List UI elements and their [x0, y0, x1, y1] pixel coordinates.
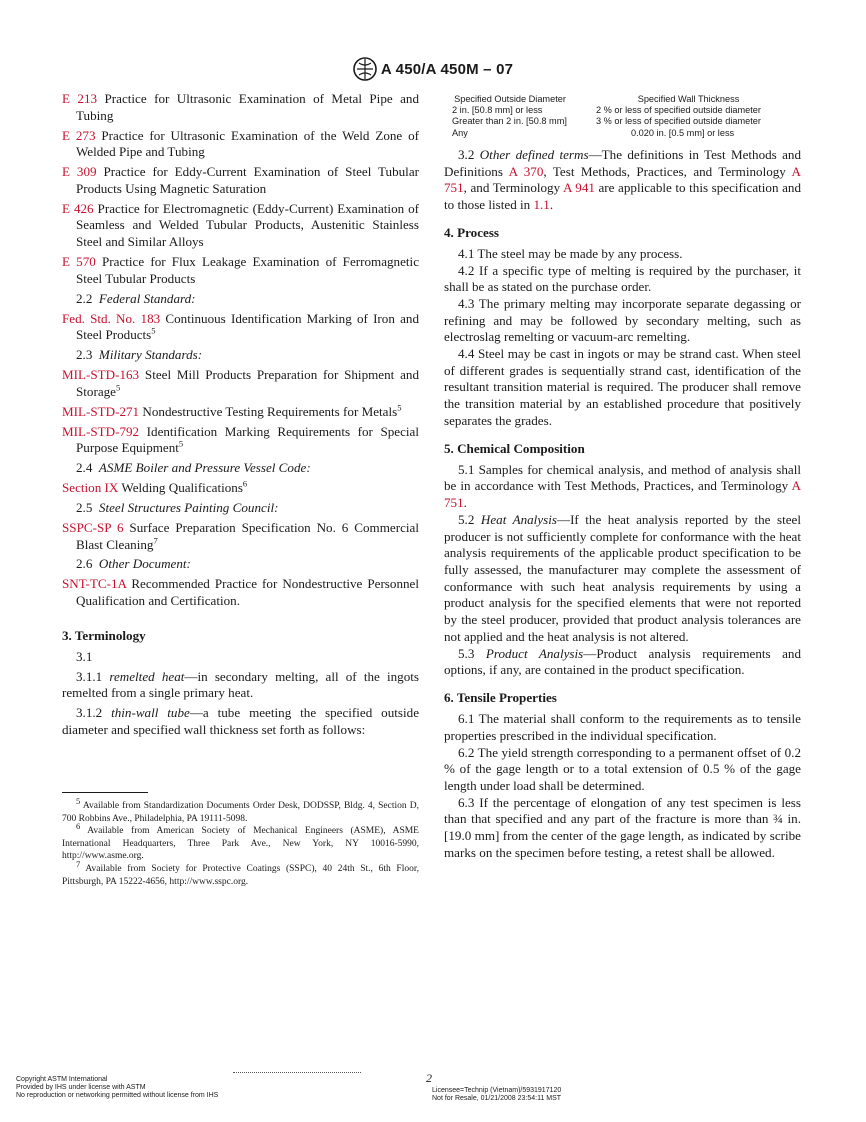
footnotes: [62, 795, 419, 888]
footnote-5: $^5$ Available from Standardization Documents Order Desk, DODSSP, Bldg. 4, Section D, 700 Robbins Ave., Philadelphia, PA 19111-5098.: [62, 795, 419, 824]
para-4-3: 4.3 The primary melting may incorporate separate degassing or refining and may be followed by secondary melting, such as electroslag remelting or vacuum-arc remelting.: [444, 295, 801, 345]
para-6-1: 6.1 The material shall conform to the requirements as to tensile properties prescribed in the individual specification.: [444, 711, 801, 743]
para-4-4: 4.4 Steel may be cast in ingots or may be strand cast. When steel of different grades is sequentially strand cast, identification of the resultant transition material is required. The producer shall remove the transition material by an established procedure that positively separates the grades.: [444, 346, 801, 428]
footnote-7: $^7$ Available from Society for Protective Coatings (SSPC), 40 24th St., 6th Floor, Pittsburgh, PA 15222-4656, http://www.sspc.org.: [62, 858, 419, 887]
table-cell: 2 % or less of specified outside diameter: [596, 105, 761, 116]
ref-link[interactable]: E 426: [62, 200, 94, 216]
table-header-wall: Specified Wall Thickness: [637, 94, 740, 104]
ref-link[interactable]: A 751: [444, 163, 801, 196]
para-6-2: 6.2 The yield strength corresponding to a permanent offset of 0.2 % of the gage length or to a total extension of 0.5 % of the gage length under load shall be determined.: [444, 744, 801, 793]
table-cell: 3 % or less of specified outside diameter: [596, 116, 761, 127]
footnote-6: $^6$ Available from American Society of Mechanical Engineers (ASME), ASME International Headquarters, Three Park Ave., New York, NY 10016-5990, http://www.asme.org.: [62, 821, 419, 862]
ref-link[interactable]: E 273: [62, 127, 96, 143]
ref-asme: Section IX Welding Qualifications$^6$: [62, 478, 248, 496]
ref-snt: SNT-TC-1A Recommended Practice for Nondestructive Personnel Qualification and Certification.: [62, 576, 419, 608]
para-5-1: 5.1 Samples for chemical analysis, and method of analysis shall be in accordance with Test Methods, Practices, and Terminology A 751.: [444, 461, 801, 511]
ref-link[interactable]: A 751: [444, 478, 801, 511]
subsection-2-5: 2.5 Steel Structures Painting Council:: [76, 499, 279, 515]
ref-mil-271: MIL-STD-271 Nondestructive Testing Requirements for Metals$^5$: [62, 402, 402, 419]
ref-link[interactable]: E 570: [62, 254, 96, 270]
ref-fed-std: Fed. Std. No. 183 Continuous Identification Marking of Iron and Steel Products$^5$: [62, 310, 419, 343]
ref-link[interactable]: A 370: [508, 163, 544, 179]
table-row: [444, 128, 801, 139]
para-3-1-2: 3.1.2 thin-wall tube—a tube meeting the specified outside diameter and specified wall thickness set forth as follows:: [62, 705, 420, 737]
table-row: [444, 116, 801, 127]
footnote-divider: [62, 792, 148, 793]
section-heading-chemical: 5. Chemical Composition: [444, 440, 585, 456]
copyright-footer: Copyright ASTM International Provided by IHS under license with ASTM No reproduction or networking permitted without license from IHS: [16, 1076, 219, 1099]
license-footer: Licensee=Technip (Vietnam)/5931917120 Not for Resale, 01/21/2008 23:54:11 MST: [432, 1087, 562, 1102]
table-cell: 2 in. [50.8 mm] or less: [452, 105, 543, 116]
ref-e273: E 273 Practice for Ultrasonic Examination of the Weld Zone of Welded Pipe and Tubing: [62, 127, 419, 160]
para-6-3: 6.3 If the percentage of elongation of any test specimen is less than that specified and any part of the fracture is more than ¾ in. [19.0 mm] from the center of the gage length, as indicated by scribe marks on the specimen before testing, a retest shall be allowed.: [444, 794, 801, 860]
ref-link[interactable]: MIL-STD-163: [62, 367, 140, 383]
page-number: 2: [426, 1071, 432, 1085]
footer-dots: [233, 1072, 361, 1073]
wall-thickness-table: [444, 94, 801, 139]
para-3-1-1: 3.1.1 remelted heat—in secondary melting, all of the ingots remelted from a single primary heat.: [62, 668, 420, 701]
subsection-2-3: 2.3 Military Standards:: [76, 347, 203, 363]
right-column: [444, 94, 801, 861]
ref-link[interactable]: SNT-TC-1A: [62, 576, 127, 592]
ref-e309: E 309 Practice for Eddy-Current Examination of Steel Tubular Products Using Magnetic Saturation: [62, 164, 419, 196]
para-3-2: 3.2 Other defined terms—The definitions in Test Methods and Definitions A 370, Test Methods, Practices, and Terminology A 751, and Terminology A 941 are applicable to this specification and to those listed in 1.1.: [444, 146, 802, 212]
ref-link[interactable]: SSPC-SP 6: [62, 519, 124, 535]
table-header: [444, 94, 801, 105]
ref-link[interactable]: MIL-STD-271: [62, 403, 140, 419]
ref-e426: E 426 Practice for Electromagnetic (Eddy-Current) Examination of Seamless and Welded Tubular Products, Austenitic Stainless Steel and Similar Alloys: [62, 200, 420, 250]
subsection-2-2: 2.2 Federal Standard:: [76, 290, 196, 306]
ref-link[interactable]: A 941: [563, 180, 595, 196]
table-header-diameter: Specified Outside Diameter: [454, 94, 566, 104]
ref-link[interactable]: E 213: [62, 91, 98, 106]
para-4-2: 4.2 If a specific type of melting is required by the purchaser, it shall be as stated on the purchase order.: [444, 262, 801, 295]
ref-mil-163: MIL-STD-163 Steel Mill Products Preparation for Shipment and Storage$^5$: [62, 367, 419, 399]
left-column: [62, 91, 419, 738]
table-cell: 0.020 in. [0.5 mm] or less: [631, 127, 735, 138]
section-heading-tensile: 6. Tensile Properties: [444, 689, 557, 705]
ref-mil-792: MIL-STD-792 Identification Marking Requirements for Special Purpose Equipment$^5$: [62, 423, 419, 456]
para-5-2: 5.2 Heat Analysis—If the heat analysis reported by the steel producer is not sufficiently complete for conformance with the heat analysis requirements of the applicable product specification to be fully assessed, the manufacturer may complete the assessment of conformance with such heat analysis requirements by using a product analysis for the specified elements that were not reported by the steel producer, provided that product analysis tolerances are not applied and the heat analysis is not altered.: [444, 511, 801, 644]
table-row: [444, 105, 801, 116]
para-4-1: 4.1 The steel may be made by any process.: [458, 245, 683, 261]
table-cell: Any: [452, 127, 468, 138]
ref-link[interactable]: E 309: [62, 164, 97, 180]
subsection-2-6: 2.6 Other Document:: [76, 556, 191, 572]
ref-e570: E 570 Practice for Flux Leakage Examination of Ferromagnetic Steel Tubular Products: [62, 254, 420, 286]
astm-logo: [353, 56, 377, 82]
para-3-1: 3.1: [76, 648, 93, 664]
page-header: [0, 56, 866, 82]
section-heading-terminology: 3. Terminology: [62, 627, 146, 643]
ref-link[interactable]: Fed. Std. No. 183: [62, 310, 161, 326]
ref-link[interactable]: 1.1: [533, 196, 550, 212]
ref-link[interactable]: Section IX: [62, 480, 119, 496]
table-cell: Greater than 2 in. [50.8 mm]: [452, 116, 567, 127]
section-heading-process: 4. Process: [444, 224, 500, 240]
ref-e213: E 213 Practice for Ultrasonic Examination of Metal Pipe and Tubing: [62, 91, 420, 123]
subsection-2-4: 2.4 ASME Boiler and Pressure Vessel Code:: [76, 460, 311, 476]
ref-sspc: SSPC-SP 6 Surface Preparation Specification No. 6 Commercial Blast Cleaning$^7$: [62, 519, 419, 552]
document-designation: A 450/A 450M – 07: [380, 60, 514, 78]
para-5-3: 5.3 Product Analysis—Product analysis requirements and options, if any, are contained in the product specification.: [444, 645, 802, 678]
ref-link[interactable]: MIL-STD-792: [62, 423, 140, 439]
